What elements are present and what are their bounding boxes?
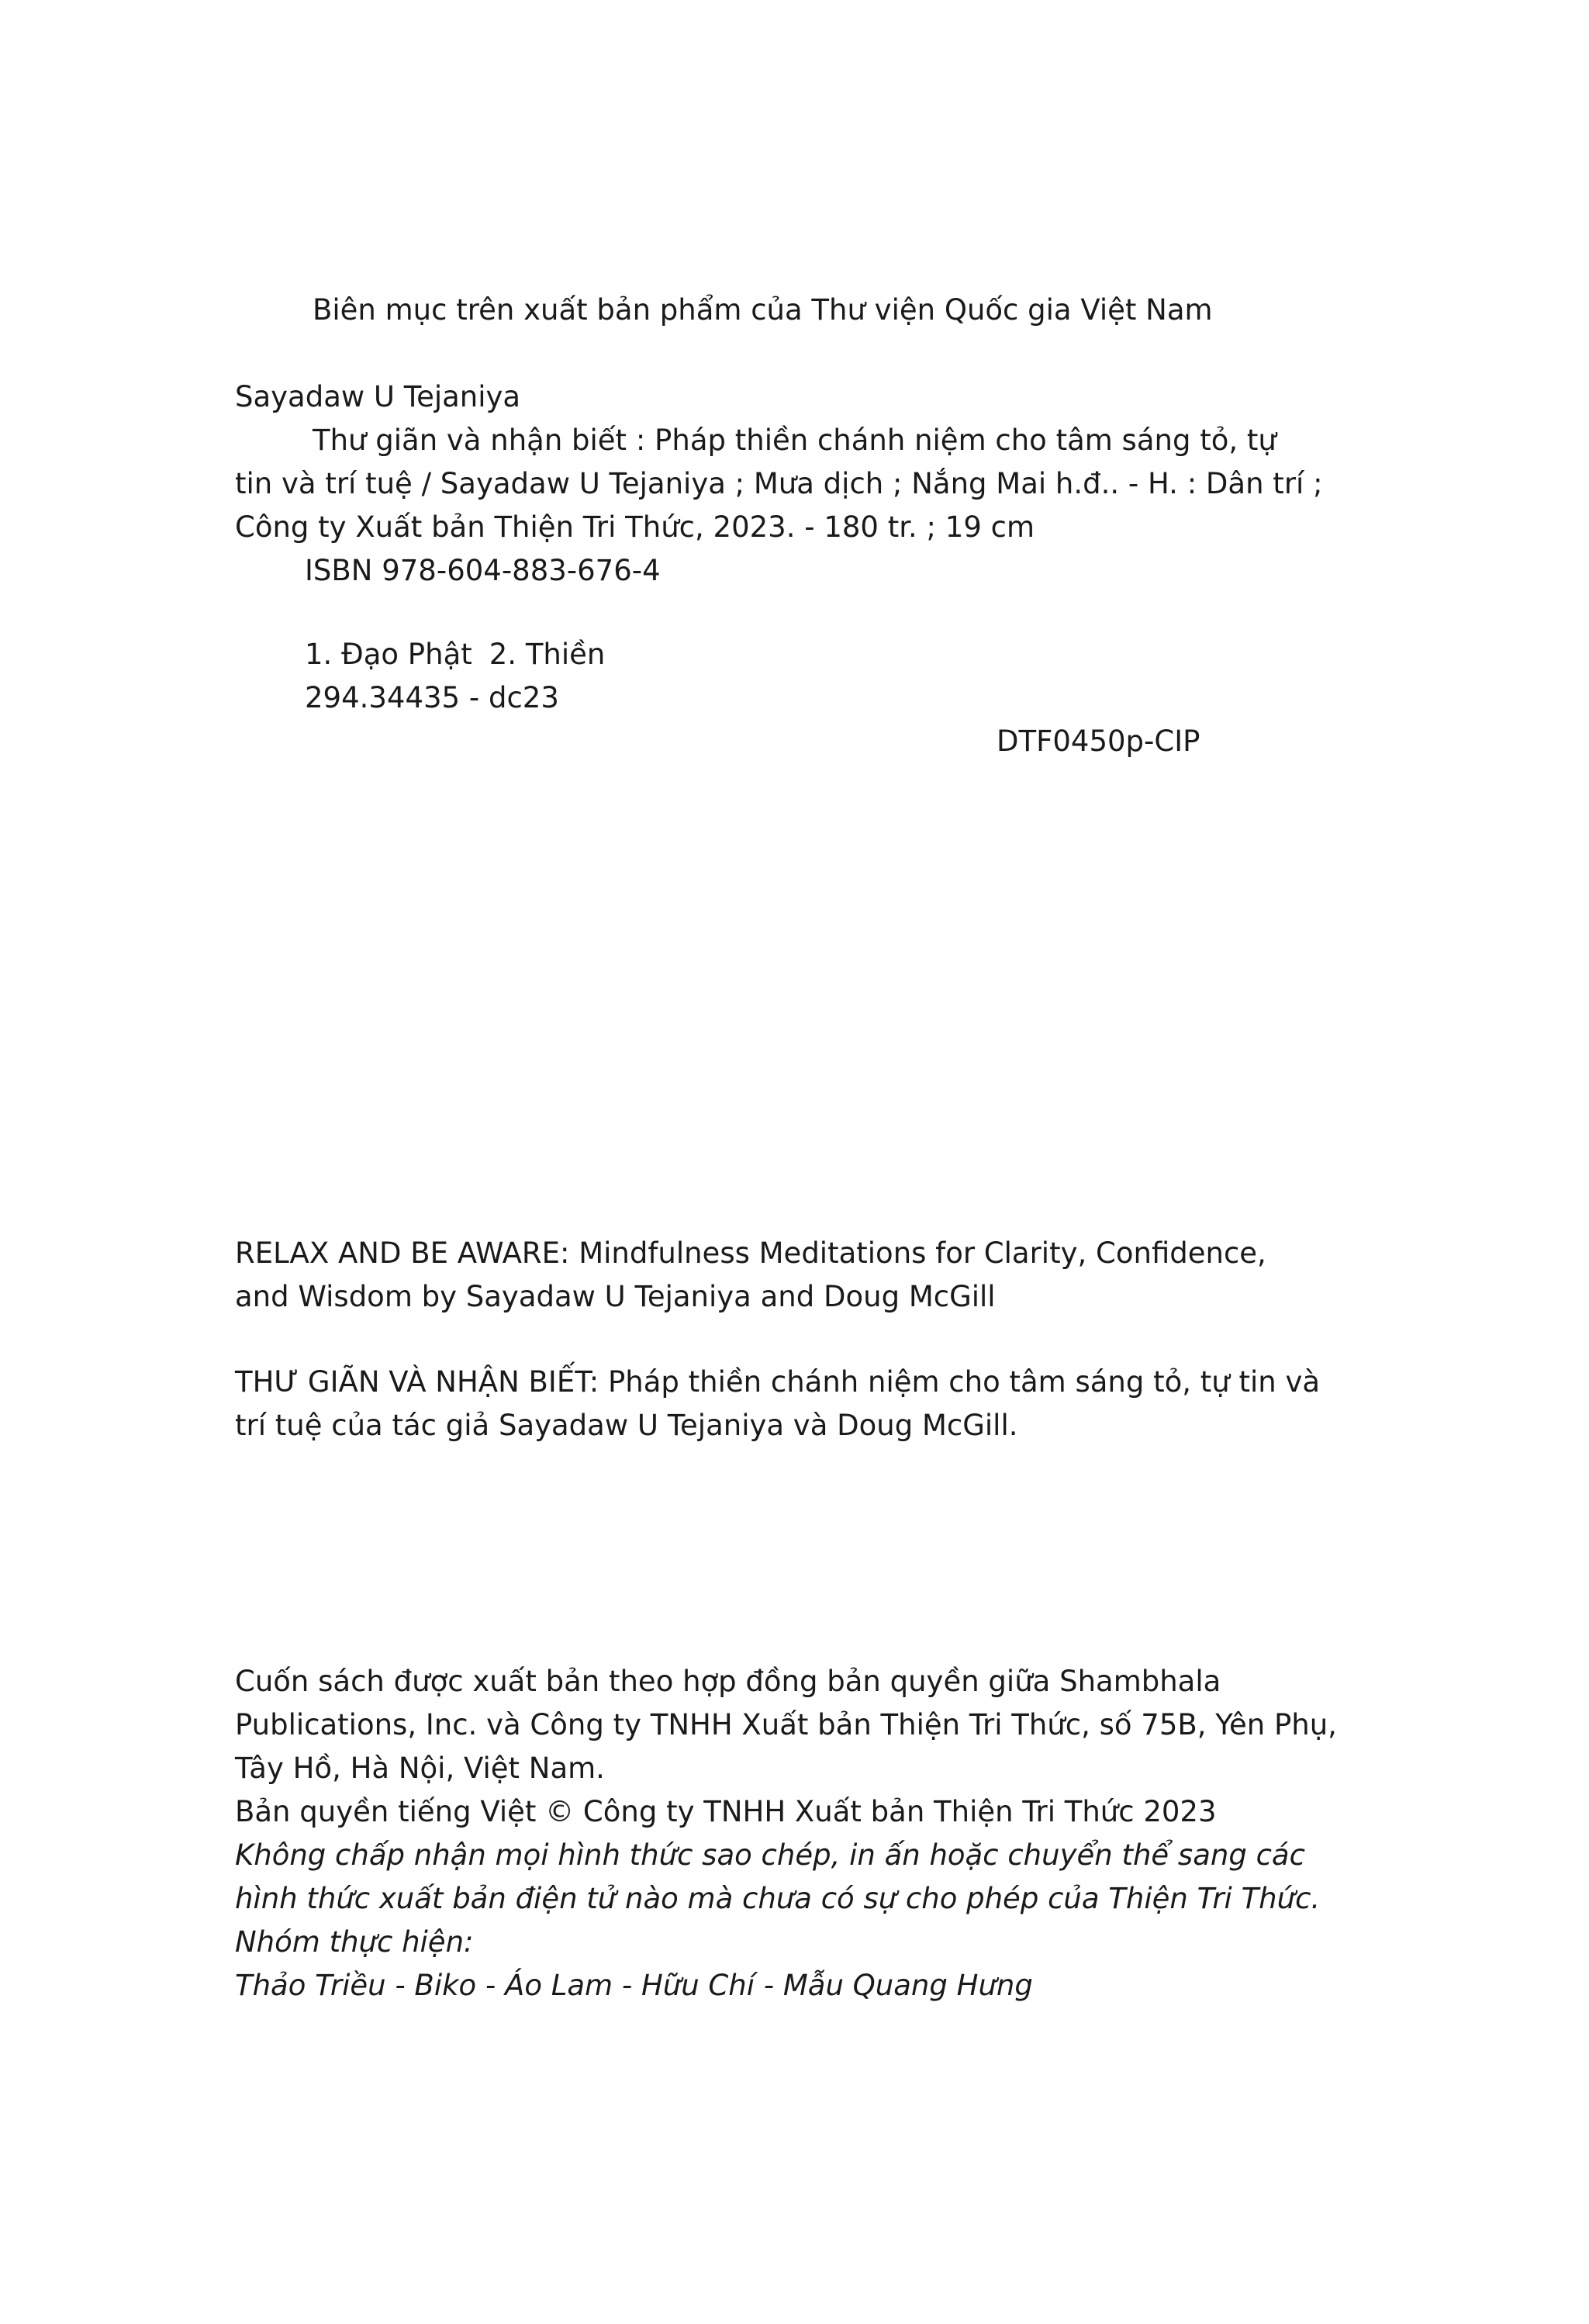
contract-line: Tây Hồ, Hà Nội, Việt Nam. xyxy=(235,1752,605,1785)
restriction-line: Không chấp nhận mọi hình thức sao chép, in ấn hoặc chuyển thể sang các xyxy=(235,1838,1305,1872)
cip-classification: 294.34435 - dc23 xyxy=(305,681,559,714)
original-title xyxy=(235,1232,1321,1319)
copyright-line: Bản quyền tiếng Việt © Công ty TNHH Xuất bản Thiện Tri Thức 2023 xyxy=(235,1795,1217,1828)
cip-isbn: ISBN 978-604-883-676-4 xyxy=(305,554,661,587)
cip-description-line: tin và trí tuệ / Sayadaw U Tejaniya ; Mưa dịch ; Nắng Mai h.đ.. - H. : Dân trí ; xyxy=(235,467,1323,500)
cip-code: DTF0450p-CIP xyxy=(997,725,1200,758)
original-title-line: and Wisdom by Sayadaw U Tejaniya and Doug McGill xyxy=(235,1280,996,1313)
restriction-line: hình thức xuất bản điện tử nào mà chưa có sự cho phép của Thiện Tri Thức. xyxy=(235,1882,1321,1915)
cip-description-line: Công ty Xuất bản Thiện Tri Thức, 2023. - 180 tr. ; 19 cm xyxy=(235,510,1035,544)
contract-line: Publications, Inc. và Công ty TNHH Xuất bản Thiện Tri Thức, số 75B, Yên Phụ, xyxy=(235,1708,1337,1741)
contract-line: Cuốn sách được xuất bản theo hợp đồng bản quyền giữa Shambhala xyxy=(235,1665,1221,1698)
cip-author: Sayadaw U Tejaniya xyxy=(235,380,521,413)
vietnamese-title-line: THƯ GIÃN VÀ NHẬN BIẾT: Pháp thiền chánh niệm cho tâm sáng tỏ, tự tin và xyxy=(235,1365,1321,1399)
original-title-line: RELAX AND BE AWARE: Mindfulness Meditations for Clarity, Confidence, xyxy=(235,1236,1266,1270)
rights-block xyxy=(235,1660,1337,2008)
cip-subjects xyxy=(235,633,1321,676)
cip-record xyxy=(235,375,1321,593)
vietnamese-title-line: trí tuệ của tác giả Sayadaw U Tejaniya và Doug McGill. xyxy=(235,1409,1018,1442)
cip-subjects-block xyxy=(235,633,1321,720)
team-label: Nhóm thực hiện: xyxy=(235,1925,474,1959)
cip-subject: 1. Đạo Phật xyxy=(305,638,472,671)
cip-subject: 2. Thiền xyxy=(489,638,606,671)
team-members: Thảo Triều - Biko - Áo Lam - Hữu Chí - Mẫu Quang Hưng xyxy=(235,1969,1033,2002)
vietnamese-title xyxy=(235,1361,1321,1447)
cip-description-line: Thư giãn và nhận biết : Pháp thiền chánh niệm cho tâm sáng tỏ, tự xyxy=(313,424,1276,457)
cip-header: Biên mục trên xuất bản phẩm của Thư viện Quốc gia Việt Nam xyxy=(313,293,1213,327)
